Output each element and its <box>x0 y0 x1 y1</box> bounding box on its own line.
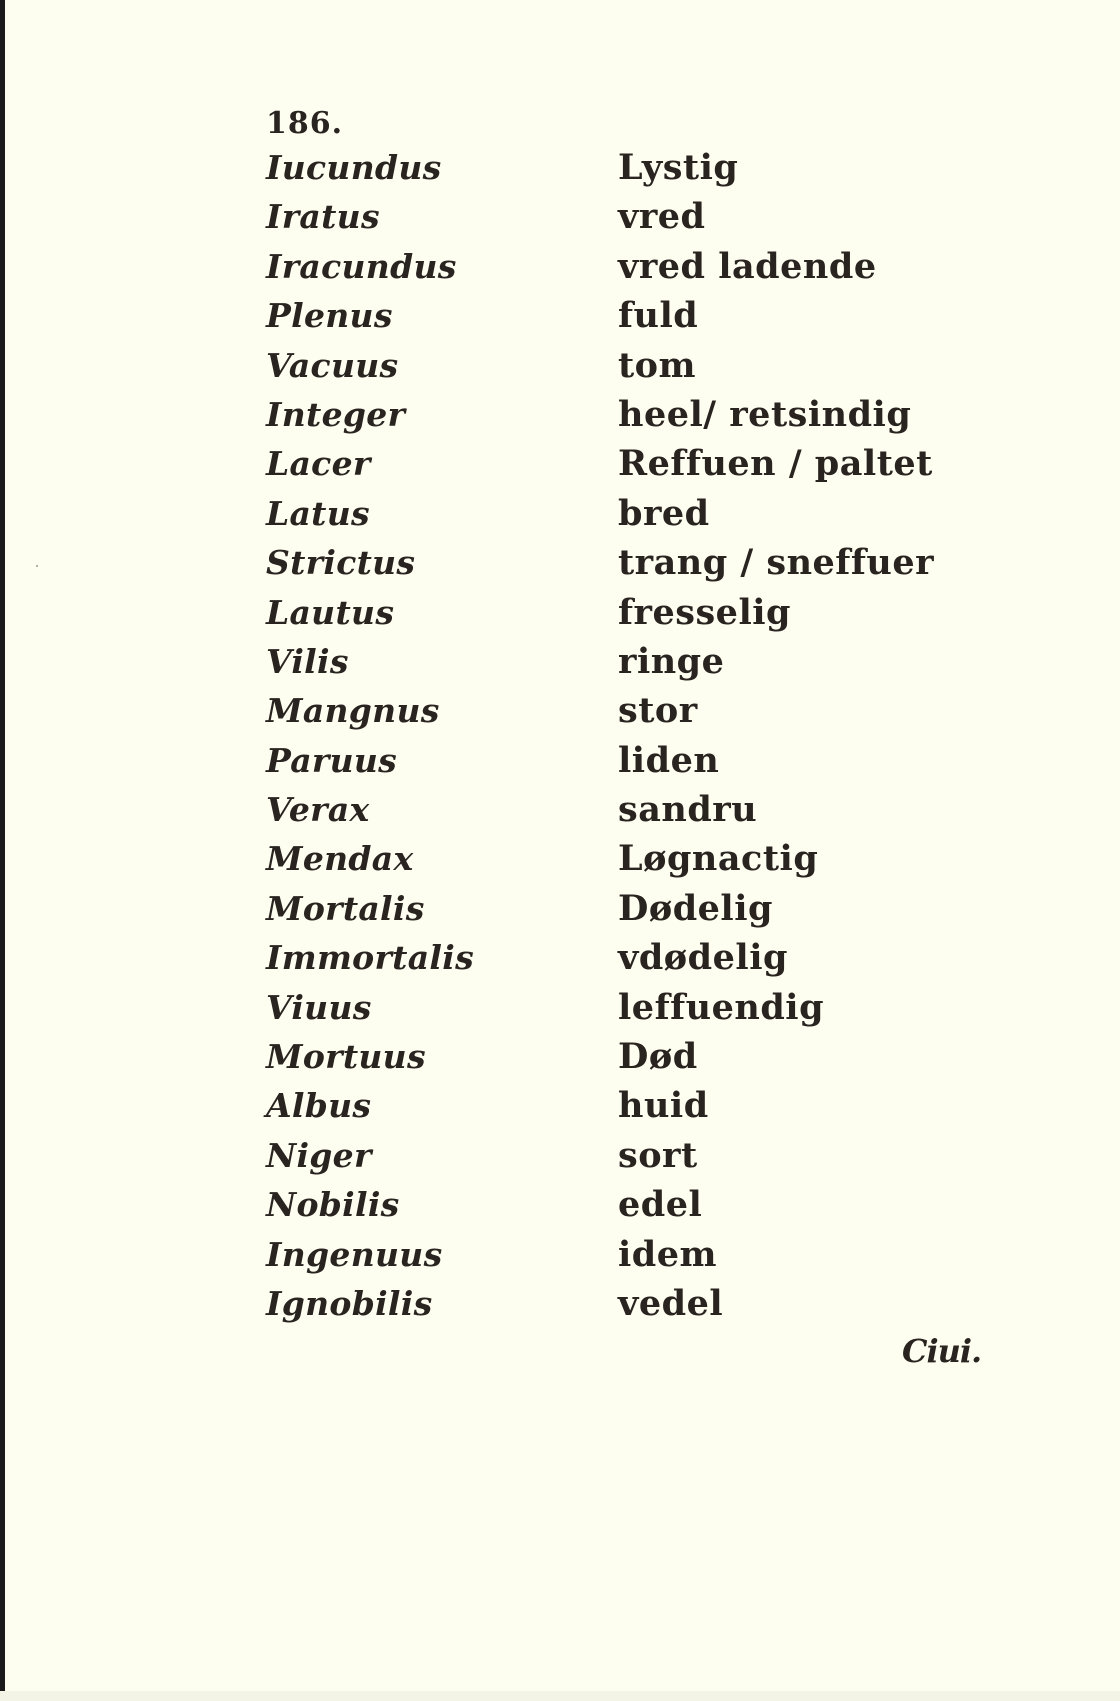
glossary-entry <box>266 247 946 296</box>
glossary-entry <box>266 839 946 888</box>
danish-word: Dødelig <box>618 887 774 929</box>
latin-word: Lacer <box>266 444 371 484</box>
latin-word: Iracundus <box>266 246 457 286</box>
glossary-entry <box>266 444 946 493</box>
glossary-entry <box>266 1086 946 1135</box>
latin-word: Lautus <box>266 592 395 632</box>
danish-word: ringe <box>618 640 725 682</box>
glossary-entry <box>266 691 946 740</box>
latin-word: Viuus <box>266 987 372 1027</box>
glossary-entry <box>266 938 946 987</box>
danish-word: Død <box>618 1036 698 1078</box>
danish-word: vdødelig <box>618 937 788 979</box>
glossary-entry <box>266 197 946 246</box>
latin-word: Niger <box>266 1135 372 1175</box>
glossary-entry <box>266 296 946 345</box>
glossary-entry <box>266 1185 946 1234</box>
danish-word: bred <box>618 492 710 534</box>
danish-word: trang / sneffuer <box>618 542 935 584</box>
latin-word: Vacuus <box>266 345 399 385</box>
latin-word: Verax <box>266 790 370 830</box>
latin-word: Ignobilis <box>266 1283 433 1323</box>
danish-word: liden <box>618 739 720 781</box>
danish-word: vred ladende <box>618 245 877 287</box>
glossary-list <box>266 148 946 1333</box>
latin-word: Mortuus <box>266 1037 426 1077</box>
danish-word: heel/ retsindig <box>618 393 912 435</box>
latin-word: Albus <box>266 1086 372 1126</box>
glossary-entry <box>266 1037 946 1086</box>
latin-word: Strictus <box>266 543 416 583</box>
catchword: Ciui. <box>902 1332 982 1370</box>
danish-word: fuld <box>618 295 699 337</box>
danish-word: stor <box>618 690 698 732</box>
glossary-entry <box>266 642 946 691</box>
danish-word: sort <box>618 1134 698 1176</box>
page-edge-shadow <box>0 0 5 1701</box>
latin-word: Iucundus <box>266 148 442 187</box>
glossary-entry <box>266 1235 946 1284</box>
glossary-entry <box>266 346 946 395</box>
glossary-entry <box>266 148 946 197</box>
paper-speck <box>36 565 38 567</box>
danish-word: Lystig <box>618 147 739 188</box>
glossary-entry <box>266 790 946 839</box>
latin-word: Plenus <box>266 296 393 336</box>
danish-word: huid <box>618 1085 709 1127</box>
glossary-entry <box>266 1284 946 1333</box>
danish-word: Løgnactig <box>618 838 819 880</box>
glossary-entry <box>266 988 946 1037</box>
latin-word: Mortalis <box>266 888 425 928</box>
glossary-entry <box>266 1136 946 1185</box>
latin-word: Paruus <box>266 740 398 780</box>
latin-word: Ingenuus <box>266 1234 443 1274</box>
latin-word: Integer <box>266 394 406 434</box>
danish-word: leffuendig <box>618 986 825 1028</box>
danish-word: Reffuen / paltet <box>618 443 933 485</box>
danish-word: vedel <box>618 1282 724 1324</box>
glossary-entry <box>266 741 946 790</box>
page-number: 186. <box>266 106 344 141</box>
latin-word: Nobilis <box>266 1185 400 1225</box>
danish-word: sandru <box>618 789 758 831</box>
glossary-entry <box>266 494 946 543</box>
glossary-entry <box>266 593 946 642</box>
page-bottom-edge <box>0 1691 1120 1701</box>
glossary-entry <box>266 543 946 592</box>
danish-word: fresselig <box>618 591 792 633</box>
danish-word: tom <box>618 344 697 386</box>
latin-word: Iratus <box>266 197 380 237</box>
latin-word: Immortalis <box>266 938 474 978</box>
glossary-entry <box>266 889 946 938</box>
danish-word: vred <box>618 196 706 238</box>
latin-word: Mangnus <box>266 691 440 731</box>
glossary-entry <box>266 395 946 444</box>
danish-word: idem <box>618 1233 718 1275</box>
danish-word: edel <box>618 1184 703 1226</box>
latin-word: Latus <box>266 493 370 533</box>
latin-word: Vilis <box>266 641 349 681</box>
latin-word: Mendax <box>266 839 414 879</box>
